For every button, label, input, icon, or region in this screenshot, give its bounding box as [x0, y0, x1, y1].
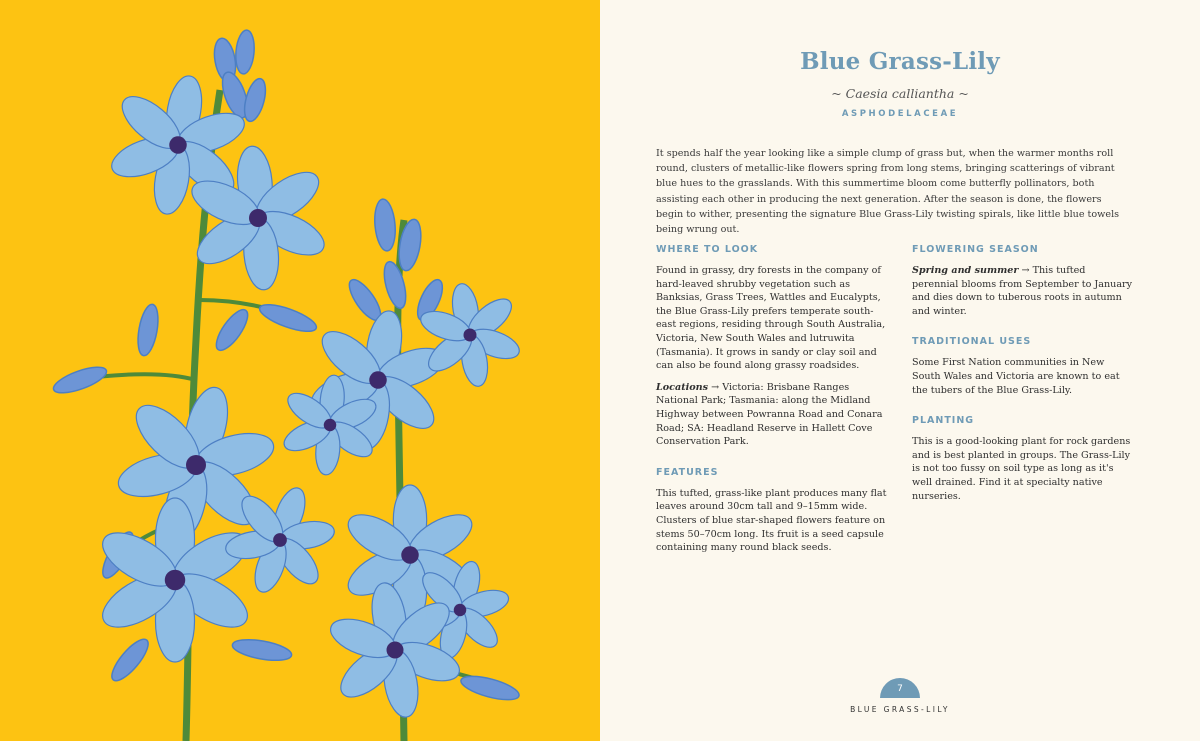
- flower-bud: [231, 636, 293, 664]
- locations-paragraph: [656, 381, 888, 449]
- flower-center: [249, 209, 267, 227]
- left-column: [656, 242, 888, 563]
- flower-bud: [211, 305, 253, 355]
- flower-center: [169, 136, 187, 154]
- flower-center: [464, 329, 477, 342]
- flower-center: [387, 642, 404, 659]
- flower-bud: [234, 29, 256, 74]
- flowering-season-label: Spring and summer: [912, 265, 1019, 276]
- flowering-season-text: → This tufted perennial blooms from September to January and dies down to tuberous roots in autumn and winter.: [912, 265, 1133, 317]
- flowering-season-body: [912, 264, 1134, 318]
- flower-center: [186, 455, 206, 475]
- traditional-uses-heading: TRADITIONAL USES: [912, 336, 1032, 348]
- flower-bud: [459, 672, 522, 705]
- flower-center: [454, 604, 467, 617]
- page-title: Blue Grass-Lily: [800, 48, 1000, 75]
- text-page: [600, 0, 1200, 741]
- flower-bud: [257, 299, 320, 336]
- flowering-season-heading: FLOWERING SEASON: [912, 244, 1039, 255]
- features-body: This tufted, grass-like plant produces many flat leaves around 30cm tall and 9–15mm wide. Clusters of blue star-shaped flowers feature on stems 50–70cm long. Its fruit is a seed capsule containing many round black seeds.: [656, 487, 887, 554]
- scientific-name: ~ Caesia calliantha ~: [831, 86, 969, 101]
- where-to-look-body: Found in grassy, dry forests in the company of hard-leaved shrubby vegetation such as Banksias, Grass Trees, Wattles and Eucalypts, the Blue Grass-Lily prefers temperate south-east regions, residing through South Australia, Victoria, New South Wales and lutruwita (Tasmania). It grows in sandy or clay soil and can also be found along grassy roadsides.: [656, 265, 886, 372]
- flower-center: [369, 371, 387, 389]
- locations-label: Locations: [656, 381, 709, 393]
- flower-bud: [51, 362, 110, 398]
- running-footer: BLUE GRASS-LILY: [850, 705, 950, 714]
- traditional-uses-body: Some First Nation communities in New South Wales and Victoria are known to eat the tubers of the Blue Grass-Lily.: [912, 357, 1120, 396]
- flower-center: [165, 570, 186, 591]
- intro-paragraph: It spends half the year looking like a simple clump of grass but, when the warmer months roll round, clusters of metallic-like flowers spring from long stems, bringing scatterings of vibrant blue hues to the grasslands. With this summertime bloom come butterfly pollinators, both assisting each other in producing the next generation. After the season is done, the flowers begin to wither, presenting the signature Blue Grass-Lily twisting spirals, like little blue towels being wrung out.: [656, 148, 1120, 236]
- flower-center: [401, 546, 419, 564]
- planting-heading: PLANTING: [912, 415, 975, 427]
- flower-center: [324, 419, 337, 432]
- right-column: [912, 242, 1134, 511]
- planting-body: This is a good-looking plant for rock gardens and is best planted in groups. The Grass-Lily is not too fussy on soil type as long as it's well drained. Find it at specialty native nurseries.: [912, 436, 1131, 502]
- features-heading: FEATURES: [656, 466, 719, 478]
- where-to-look-heading: WHERE TO LOOK: [656, 244, 759, 255]
- flower-bud: [135, 303, 162, 357]
- page-number-badge: 7: [880, 678, 920, 698]
- plant-family: ASPHODELACEAE: [841, 109, 959, 119]
- flower-bud: [106, 634, 153, 685]
- flower-bud: [373, 198, 397, 252]
- flower-center: [273, 533, 287, 547]
- locations-text: → Victoria: Brisbane Ranges National Park; Tasmania: along the Midland Highway between Powranna Road and Conara Road; SA: Headland Reserve in Hallett Cove Conservation Park.: [656, 381, 883, 448]
